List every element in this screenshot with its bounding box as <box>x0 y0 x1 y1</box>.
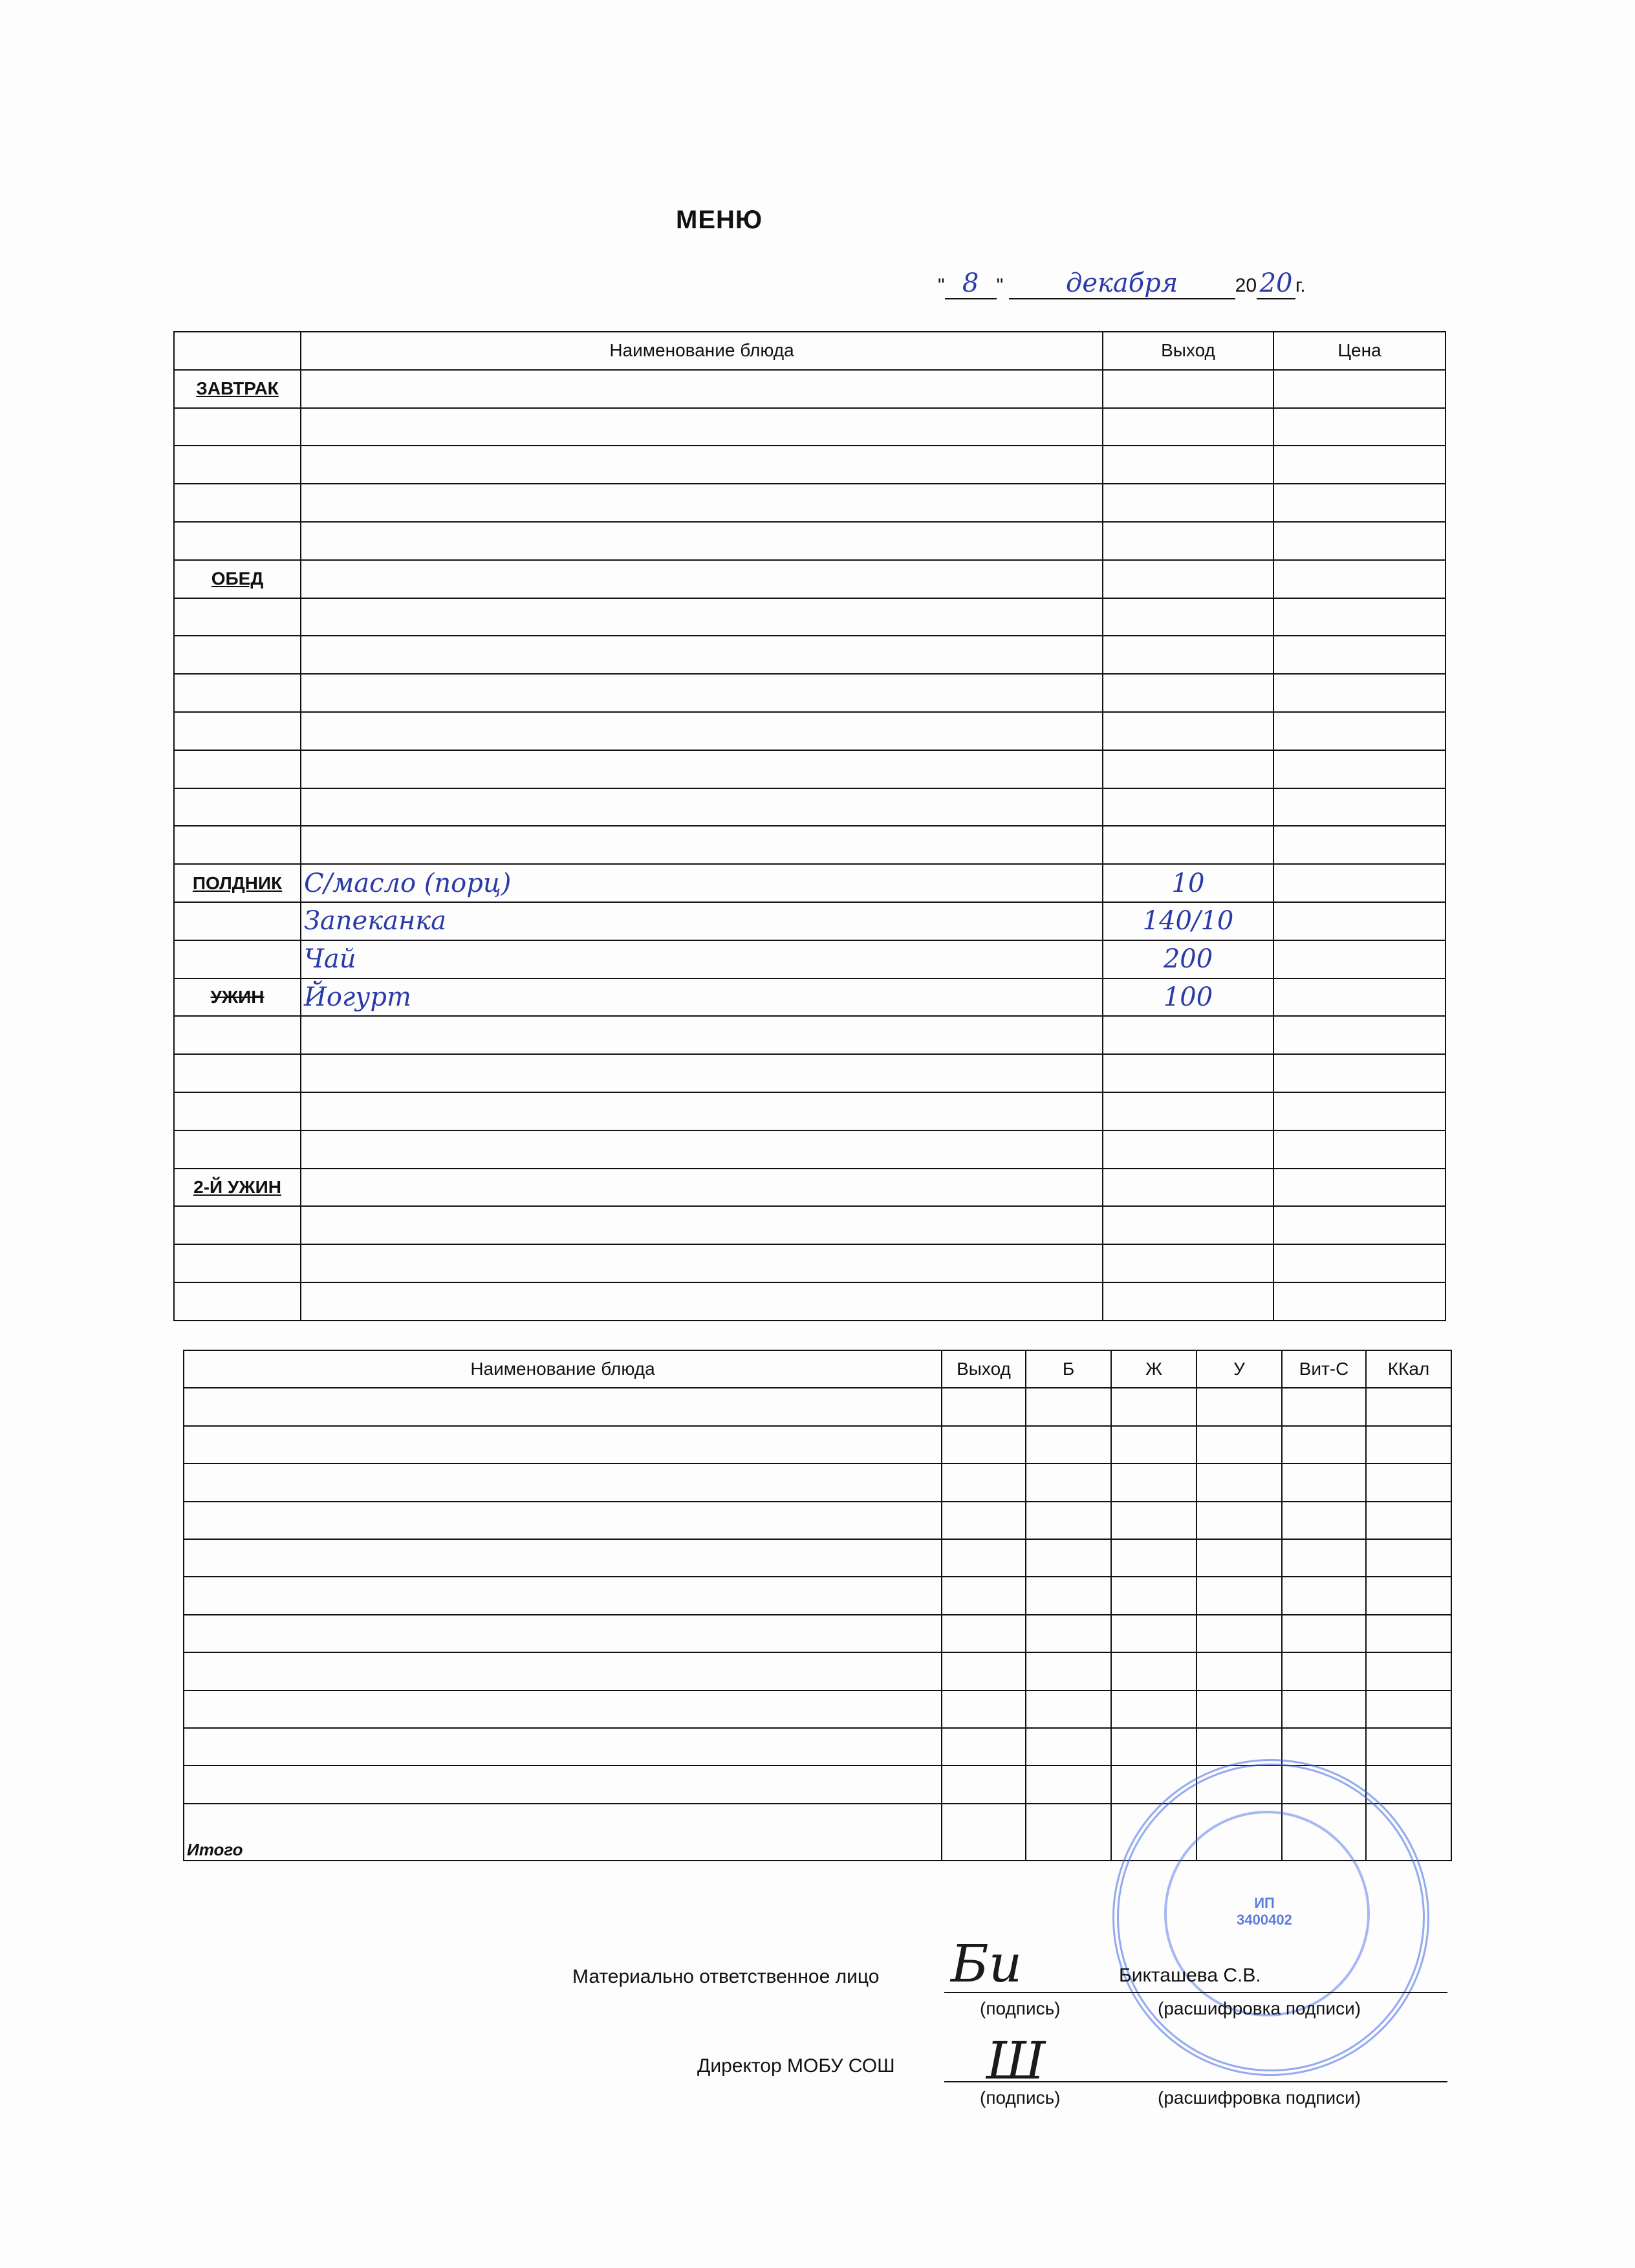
table-row <box>174 598 1446 636</box>
table-row <box>174 978 1446 1017</box>
table-row <box>174 1169 1446 1207</box>
table-row <box>184 1426 1451 1463</box>
table-row <box>174 446 1446 484</box>
nutr-col-vitc: Вит-С <box>1282 1350 1366 1388</box>
table-row <box>174 674 1446 712</box>
date-year-prefix: 20 <box>1235 275 1257 296</box>
table-row <box>174 712 1446 750</box>
nutr-col-fat: Ж <box>1111 1350 1196 1388</box>
table-row <box>174 750 1446 788</box>
section-breakfast: ЗАВТРАК <box>174 370 301 408</box>
menu-col-price: Цена <box>1273 332 1446 370</box>
table-row <box>174 1282 1446 1321</box>
table-row <box>174 370 1446 408</box>
responsible-name: Бикташева С.В. <box>1119 1965 1261 1986</box>
table-row <box>174 1054 1446 1092</box>
signature-caption: (подпись) <box>980 2088 1061 2108</box>
table-row <box>184 1463 1451 1501</box>
date-year-suffix: 20 <box>1257 268 1295 299</box>
table-row <box>174 902 1446 940</box>
nutr-col-kcal: ККал <box>1366 1350 1451 1388</box>
snack-item-yield: 200 <box>1103 940 1273 978</box>
table-row <box>184 1388 1451 1425</box>
snack-item-name: Йогурт <box>301 978 1103 1017</box>
section-snack: ПОЛДНИК <box>174 864 301 902</box>
page-title: МЕНЮ <box>676 206 763 234</box>
nutr-col-yield: Выход <box>942 1350 1026 1388</box>
stamp-text: ИП 3400402 <box>1237 1895 1292 1928</box>
snack-item-name: Запеканка <box>301 902 1103 940</box>
table-row <box>174 826 1446 864</box>
responsible-signature: Би <box>951 1934 1023 1994</box>
table-row <box>184 1690 1451 1728</box>
snack-item-yield: 140/10 <box>1103 902 1273 940</box>
table-row <box>174 788 1446 826</box>
responsible-label: Материально ответственное лицо <box>572 1966 880 1987</box>
table-row <box>184 1577 1451 1614</box>
signature-caption: (подпись) <box>980 1998 1061 2018</box>
date-close-quote: " <box>996 275 1004 296</box>
table-row <box>174 408 1446 446</box>
table-row <box>174 1244 1446 1282</box>
date-open-quote: " <box>938 275 945 296</box>
menu-col-dish: Наименование блюда <box>301 332 1103 370</box>
table-row <box>174 1016 1446 1054</box>
menu-col-section <box>174 332 301 370</box>
table-row <box>184 1615 1451 1652</box>
table-row <box>184 1539 1451 1577</box>
table-row <box>184 1502 1451 1539</box>
table-row <box>174 1092 1446 1130</box>
table-row <box>174 1206 1446 1244</box>
table-row <box>174 864 1446 902</box>
section-dinner: УЖИН <box>174 978 301 1017</box>
menu-table-header <box>174 332 1446 370</box>
nutr-col-protein: Б <box>1026 1350 1111 1388</box>
table-row <box>174 560 1446 598</box>
date-line <box>938 268 1306 299</box>
snack-item-yield: 10 <box>1103 864 1273 902</box>
section-lunch: ОБЕД <box>174 560 301 598</box>
menu-col-yield: Выход <box>1103 332 1273 370</box>
total-label: Итого <box>184 1804 942 1861</box>
snack-item-name: Чай <box>301 940 1103 978</box>
menu-table <box>173 331 1446 1321</box>
table-row <box>184 1652 1451 1690</box>
director-signature: Ш <box>986 2031 1046 2091</box>
nutr-col-dish: Наименование блюда <box>184 1350 942 1388</box>
snack-item-name: С/масло (порц) <box>301 864 1103 902</box>
table-row <box>174 940 1446 978</box>
decoding-caption: (расшифровка подписи) <box>1158 1998 1361 2018</box>
section-second-dinner: 2-Й УЖИН <box>174 1169 301 1207</box>
table-row <box>174 522 1446 560</box>
director-label: Директор МОБУ СОШ <box>697 2055 895 2077</box>
table-row <box>174 1130 1446 1169</box>
decoding-caption: (расшифровка подписи) <box>1158 2088 1361 2108</box>
nutr-col-carbs: У <box>1196 1350 1282 1388</box>
table-row <box>174 484 1446 522</box>
date-day: 8 <box>945 268 997 299</box>
date-month: декабря <box>1009 268 1235 299</box>
table-row <box>174 636 1446 674</box>
snack-item-yield: 100 <box>1103 978 1273 1017</box>
nutrition-table-header <box>184 1350 1451 1388</box>
date-year-mark: г. <box>1295 275 1306 296</box>
